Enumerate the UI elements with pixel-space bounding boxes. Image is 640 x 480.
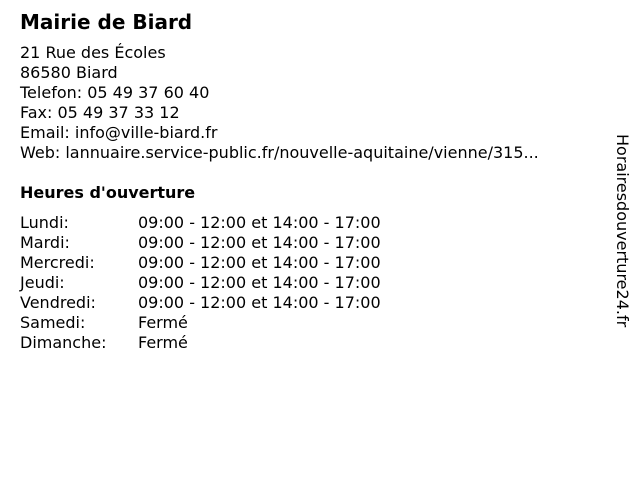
fax-number: Fax: 05 49 37 33 12 [20,103,180,122]
day-label: Dimanche: [20,333,107,352]
day-label: Jeudi: [20,273,65,292]
site-watermark: Horairesdouverture24.fr [613,134,632,328]
day-label: Samedi: [20,313,86,332]
email-line [20,123,539,143]
web-line [20,143,539,163]
day-hours: 09:00 - 12:00 et 14:00 - 17:00 [138,273,381,292]
page-title: Mairie de Biard [20,10,193,34]
email-label: Email: [20,123,75,142]
address-street: 21 Rue des Écoles [20,43,166,62]
email-link[interactable]: info@ville-biard.fr [74,123,218,142]
day-label: Mercredi: [20,253,95,272]
phone-number: Telefon: 05 49 37 60 40 [20,83,210,102]
day-hours: 09:00 - 12:00 et 14:00 - 17:00 [138,253,381,272]
day-hours: Fermé [138,333,188,352]
contact-info [20,43,539,163]
day-hours: 09:00 - 12:00 et 14:00 - 17:00 [138,213,381,232]
day-label: Vendredi: [20,293,96,312]
day-hours: Fermé [138,313,188,332]
hours-heading: Heures d'ouverture [20,183,196,202]
address-city: 86580 Biard [20,63,118,82]
day-label: Mardi: [20,233,70,252]
web-label: Web: [20,143,66,162]
day-label: Lundi: [20,213,69,232]
web-link[interactable]: lannuaire.service-public.fr/nouvelle-aquitaine/vienne/315... [65,143,539,162]
day-hours: 09:00 - 12:00 et 14:00 - 17:00 [138,233,381,252]
day-hours: 09:00 - 12:00 et 14:00 - 17:00 [138,293,381,312]
